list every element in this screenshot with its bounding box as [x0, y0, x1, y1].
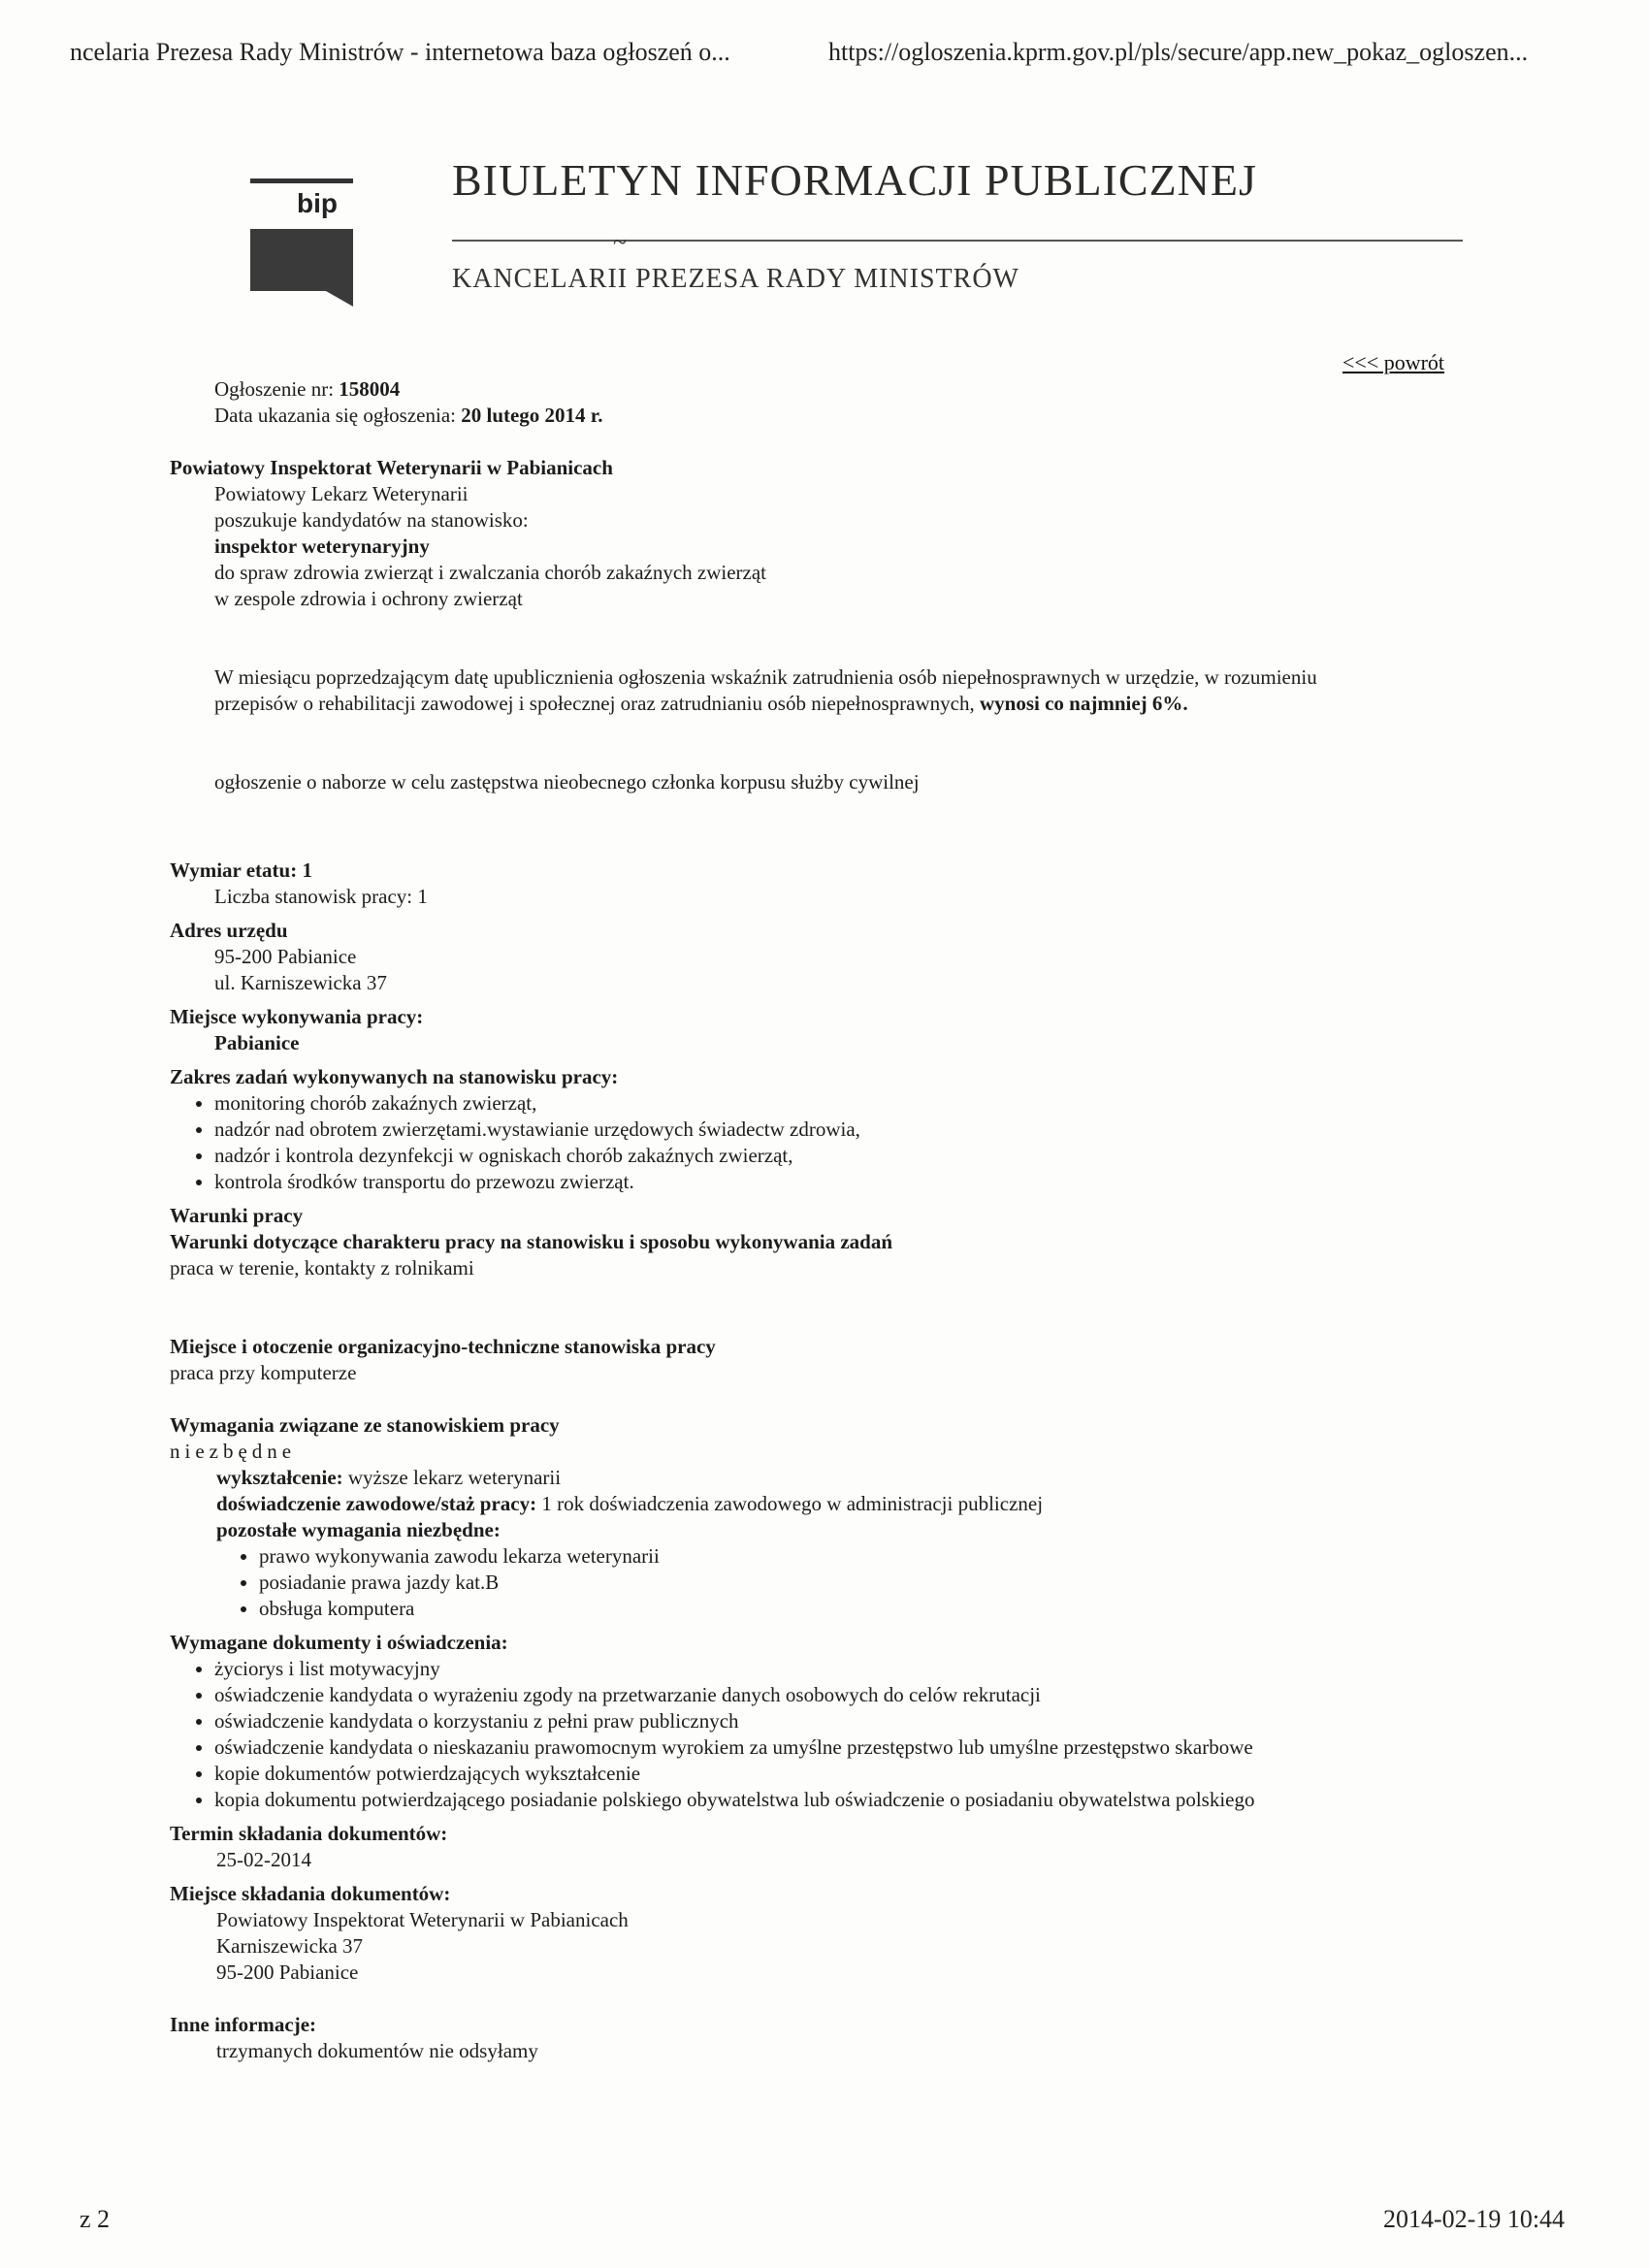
print-timestamp: 2014-02-19 10:44	[1383, 2205, 1566, 2233]
education-row: wykształcenie: wyższe lekarz weterynarii	[216, 1466, 562, 1489]
conditions-label: Warunki pracy	[170, 1204, 304, 1227]
list-item: • obsługa komputera	[259, 1596, 1470, 1622]
address-line2: ul. Karniszewicka 37	[214, 971, 387, 994]
list-item: • kopie dokumentów potwierdzających wykształcenie	[214, 1761, 1470, 1787]
list-item: • życiorys i list motywacyjny	[214, 1656, 1470, 1682]
workplace-value: Pabianice	[214, 1031, 300, 1054]
address-label: Adres urzędu	[170, 919, 288, 942]
announcement-number: Ogłoszenie nr: 158004	[214, 377, 401, 401]
documents-list	[170, 1656, 1470, 1813]
list-item: • oświadczenie kandydata o nieskazaniu prawomocnym wyrokiem za umyślne przestępstwo lub umyślne przestępstwo skarbowe	[214, 1734, 1470, 1761]
duties-label: Zakres zadań wykonywanych na stanowisku pracy:	[170, 1065, 619, 1088]
list-item: • nadzór i kontrola dezynfekcji w ogniskach chorób zakaźnych zwierząt,	[214, 1143, 1470, 1169]
list-item: • kontrola środków transportu do przewozu zwierząt.	[214, 1169, 1470, 1195]
deadline-value: 25-02-2014	[216, 1848, 311, 1871]
environment-label: Miejsce i otoczenie organizacyjno-techniczne stanowiska pracy	[170, 1335, 716, 1358]
list-item: • oświadczenie kandydata o wyrażeniu zgody na przetwarzanie danych osobowych do celów rekrutacji	[214, 1682, 1470, 1708]
submission-label: Miejsce składania dokumentów:	[170, 1882, 451, 1905]
documents-label: Wymagane dokumenty i oświadczenia:	[170, 1631, 508, 1654]
conditions-value: praca w terenie, kontakty z rolnikami	[170, 1256, 474, 1280]
address-line1: 95-200 Pabianice	[214, 945, 357, 968]
disability-line1: W miesiącu poprzedzającym datę upublicznienia ogłoszenia wskaźnik zatrudnienia osób niepełnosprawnych w urzędzie, w rozumieniu	[214, 665, 1317, 689]
bip-logo-tail	[326, 291, 353, 307]
employment-label: Wymiar etatu: 1	[170, 859, 312, 882]
list-item: • posiadanie prawa jazdy kat.B	[259, 1570, 1470, 1596]
submission-line1: Powiatowy Inspektorat Weterynarii w Pabianicach	[216, 1908, 629, 1931]
eagle-emblem-icon: ~	[613, 228, 628, 256]
seeking-text: poszukuje kandydatów na stanowisko:	[214, 508, 529, 532]
office-name: Powiatowy Inspektorat Weterynarii w Pabianicach	[170, 456, 613, 479]
back-link[interactable]: <<< powrót	[1342, 350, 1445, 374]
deadline-label: Termin składania dokumentów:	[170, 1822, 448, 1845]
bip-logo-text: bip	[297, 188, 338, 218]
submission-line2: Karniszewicka 37	[216, 1934, 364, 1958]
announcement-date: Data ukazania się ogłoszenia: 20 lutego 2014 r.	[214, 404, 603, 427]
bip-subtitle: KANCELARII PREZESA RADY MINISTRÓW	[452, 264, 1019, 294]
position-title: inspektor weterynaryjny	[214, 535, 430, 558]
announcement-content	[170, 376, 1470, 2064]
bip-divider	[452, 240, 1463, 242]
other-info-label: Inne informacje:	[170, 2013, 317, 2036]
list-item: • kopia dokumentu potwierdzającego posiadanie polskiego obywatelstwa lub oświadczenie o posiadaniu obywatelstwa polskiego	[214, 1787, 1470, 1813]
print-tab-title: ncelaria Prezesa Rady Ministrów - internetowa baza ogłoszeń o...	[70, 38, 730, 66]
print-url: https://ogloszenia.kprm.gov.pl/pls/secure/app.new_pokaz_ogloszen...	[828, 38, 1529, 66]
duties-list	[170, 1090, 1470, 1195]
list-item: • monitoring chorób zakaźnych zwierząt,	[214, 1090, 1470, 1117]
list-item: • nadzór nad obrotem zwierzętami.wystawianie urzędowych świadectw zdrowia,	[214, 1117, 1470, 1143]
disability-line2: przepisów o rehabilitacji zawodowej i społecznej oraz zatrudnianiu osób niepełnosprawnych, wynosi co najmniej 6%.	[214, 692, 1188, 715]
other-requirements-list	[170, 1543, 1470, 1622]
list-item: • oświadczenie kandydata o korzystaniu z pełni praw publicznych	[214, 1708, 1470, 1734]
office-head: Powiatowy Lekarz Weterynarii	[214, 482, 469, 505]
substitution-note: ogłoszenie o naborze w celu zastępstwa nieobecnego członka korpusu służby cywilnej	[214, 770, 920, 794]
requirements-label: Wymagania związane ze stanowiskiem pracy	[170, 1413, 560, 1437]
workplace-label: Miejsce wykonywania pracy:	[170, 1005, 424, 1028]
positions-count: Liczba stanowisk pracy: 1	[214, 885, 428, 908]
position-team: w zespole zdrowia i ochrony zwierząt	[214, 587, 523, 610]
position-scope: do spraw zdrowia zwierząt i zwalczania chorób zakaźnych zwierząt	[214, 561, 767, 584]
other-info-value: trzymanych dokumentów nie odsyłamy	[216, 2039, 538, 2062]
list-item: • prawo wykonywania zawodu lekarza weterynarii	[259, 1543, 1470, 1570]
other-requirements-label: pozostałe wymagania niezbędne:	[216, 1518, 501, 1541]
bip-logo-icon	[250, 229, 353, 291]
conditions-sublabel: Warunki dotyczące charakteru pracy na stanowisku i sposobu wykonywania zadań	[170, 1230, 893, 1253]
requirements-essential: niezbędne	[170, 1440, 297, 1463]
bip-logo-bar	[250, 178, 353, 183]
environment-value: praca przy komputerze	[170, 1361, 357, 1384]
submission-line3: 95-200 Pabianice	[216, 1960, 359, 1984]
page-number: z 2	[80, 2205, 111, 2233]
bip-title: BIULETYN INFORMACJI PUBLICZNEJ	[452, 155, 1257, 205]
experience-row: doświadczenie zawodowe/staż pracy: 1 rok doświadczenia zawodowego w administracji publicznej	[216, 1492, 1044, 1515]
